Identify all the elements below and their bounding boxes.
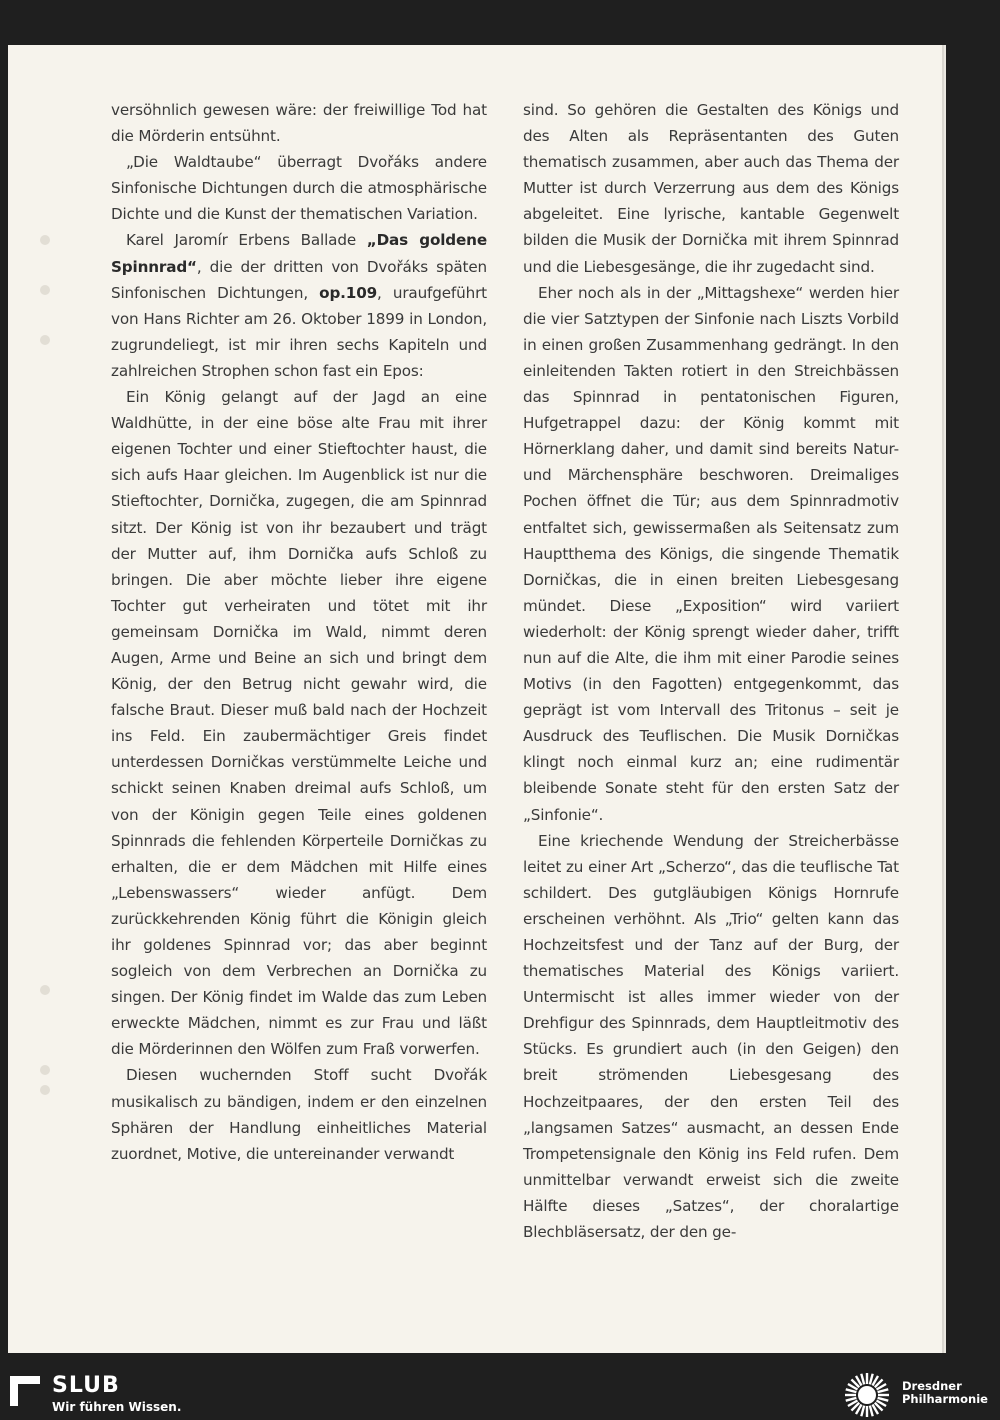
paragraph: Eher noch als in der „Mittagshexe“ werden hier die vier Satztypen der Sinfonie nach Liszts Vorbild in einen großen Zusammenhang gedrängt. In den einleitenden Takten rotiert in den Streichbässen das Spinnrad in pentatonischen Figuren, Hufgetrappel dazu: der König kommt mit Hörnerklang daher, und damit sind bereits Natur- und Märchensphäre beschworen. Dreimaliges Pochen öffnet die Tür; aus dem Spinnradmotiv entfaltet sich, gewissermaßen als Seitensatz zum Hauptthema des Königs, die singende Thematik Dorničkas, die in einen breiten Liebesgesang mündet. Diese „Exposition“ wird variiert wiederholt: der König sprengt wieder daher, trifft nun auf die Alte, die ihm mit einer Parodie seines Motivs (in den Fagotten) entgegenkommt, das geprägt ist vom Intervall des Tritonus – seit je Ausdruck des Teuflischen. Die Musik Dorničkas klingt noch einmal kurz an; eine rudimentär bleibende Sonate steht für den ersten Satz der „Sinfonie“. bbox=[523, 283, 899, 824]
paragraph: Eine kriechende Wendung der Streicherbässe leitet zu einer Art „Scherzo“, das die teuflische Tat schildert. Des gutgläubigen Königs Hornrufe erscheinen verhöhnt. Als „Trio“ gelten kann das Hochzeitsfest und der Tanz auf der Burg, der thematisches Material des Königs variiert. Untermischt ist alles immer wieder von der Drehfigur des Spinnrads, dem Hauptleitmotiv des Stücks. Es grundiert auch (in den Geigen) den breit strömenden Liebesgesang des Hochzeitpaares, der den ersten Teil des „langsamen Satzes“ ausmacht, an dessen Ende Trompetensignale den König ins Feld rufen. Dem unmittelbar verwandt erweist sich die zweite Hälfte dieses „Satzes“, der choralartige Blechbläsersatz, der den ge- bbox=[523, 831, 899, 1242]
paragraph: „Die Waldtaube“ überragt Dvořáks andere Sinfonische Dichtungen durch die atmosphärische Dichte und die Kunst der thematischen Variation. bbox=[111, 153, 487, 224]
paragraph: Diesen wuchernden Stoff sucht Dvořák musikalisch zu bändigen, indem er den einzelnen Sphären der Handlung einheitliches Material zuordnet, Motive, die untereinander verwandt bbox=[111, 1066, 487, 1163]
work-title: „Das goldene Spinnrad“ bbox=[111, 231, 487, 276]
slub-name: SLUB bbox=[52, 1373, 120, 1398]
partner-logo-text: Dresdner Philharmonie bbox=[902, 1379, 988, 1406]
paragraph: sind. So gehören die Gestalten des Königs und des Alten als Repräsentanten des Guten thematisch zusammen, aber auch das Thema der Mutter ist durch Verzerrung aus dem des Königs abgeleitet. Eine lyrische, kantable Gegenwelt bilden die Musik der Dornička mit ihrem Spinnrad und die Liebesgesänge, die ihr zugedacht sind. bbox=[523, 101, 899, 276]
right-column bbox=[523, 97, 899, 1245]
left-column bbox=[111, 97, 487, 1167]
scanned-page bbox=[8, 45, 942, 1353]
paragraph: Karel Jaromír Erbens Ballade „Das goldene Spinnrad“, die der dritten von Dvořáks späten Sinfonischen Dichtungen, op.109, uraufgeführt von Hans Richter am 26. Oktober 1899 in London, zugrundeliegt, ist mir ihren sechs Kapiteln und zahlreichen Strophen schon fast ein Epos: bbox=[111, 231, 487, 380]
opus-number: op.109 bbox=[319, 283, 378, 302]
slub-tagline: Wir führen Wissen. bbox=[52, 1400, 182, 1414]
footer-bar bbox=[0, 1358, 1000, 1418]
paragraph: Ein König gelangt auf der Jagd an eine Waldhütte, in der eine böse alte Frau mit ihrer eigenen Tochter und einer Stieftochter haust, die sich aufs Haar gleichen. Im Augenblick ist nur die Stieftochter, Dornička, zugegen, die am Spinnrad sitzt. Der König ist von ihr bezaubert und trägt der Mutter auf, ihm Dornička aufs Schloß zu bringen. Die aber möchte lieber ihre eigene Tochter gut verheiraten und tötet mit ihr gemeinsam Dornička im Wald, nimmt deren Augen, Arme und Beine an sich und bringt dem König, der den Betrug nicht gewahr wird, die falsche Braut. Dieser muß bald nach der Hochzeit ins Feld. Ein zaubermächtiger Greis findet unterdessen Dorničkas verstümmelte Leiche und schickt seinen Knaben dreimal aufs Schloß, um von der Königin gegen Teile eines goldenen Spinnrads die fehlenden Körperteile Dorničkas zu erhalten, die er dem Mädchen mit Hilfe eines „Lebenswassers“ wieder anfügt. Dem zurückkehrenden König führt die Königin gleich ihr goldenes Spinnrad vor; das aber beginnt sogleich von dem Verbrechen an Dornička zu singen. Der König findet im Walde das zum Leben erweckte Mädchen, nimmt es zur Frau und läßt die Mörderinnen den Wölfen zum Fraß vorwerfen. bbox=[111, 388, 487, 1059]
paragraph: versöhnlich gewesen wäre: der freiwillige Tod hat die Mörderin entsühnt. bbox=[111, 101, 487, 146]
sunburst-logo-icon bbox=[842, 1370, 892, 1420]
slub-logo-icon bbox=[10, 1376, 40, 1406]
